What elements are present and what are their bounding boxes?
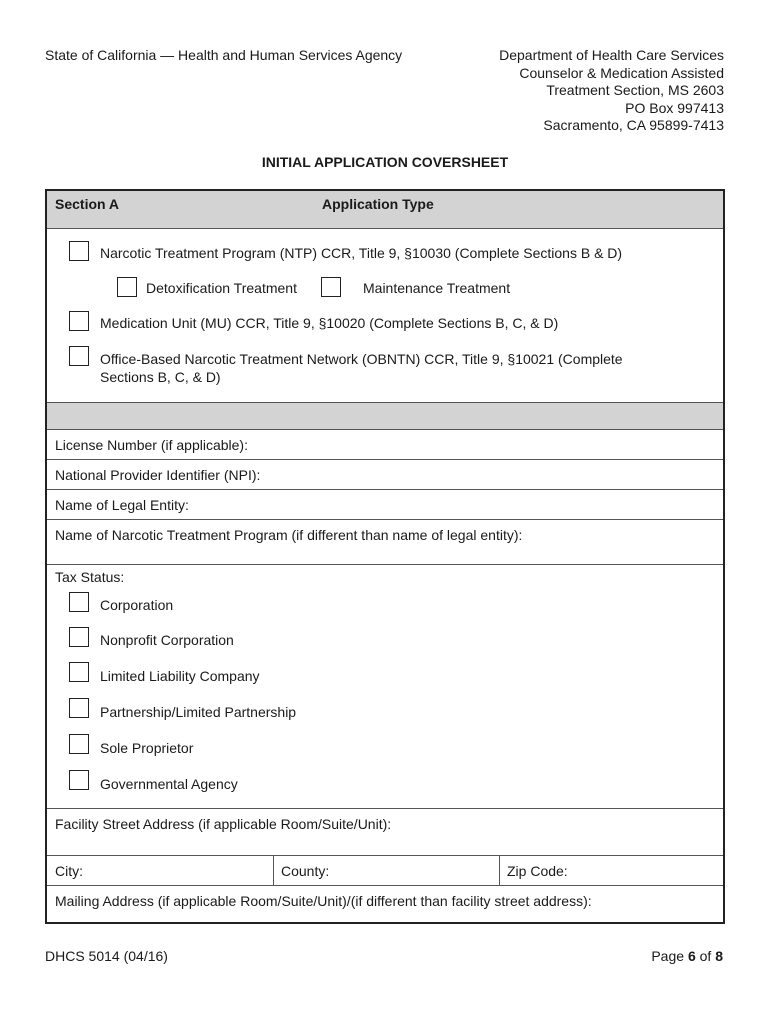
- detox-label: Detoxification Treatment: [146, 280, 297, 296]
- ntp-name-label: Name of Narcotic Treatment Program (if different than name of legal entity):: [55, 527, 523, 543]
- page-of: of: [695, 948, 716, 964]
- form-id: DHCS 5014 (04/16): [45, 948, 168, 964]
- legal-entity-label: Name of Legal Entity:: [55, 497, 189, 513]
- maintenance-checkbox[interactable]: [321, 277, 341, 297]
- license-number-field[interactable]: [47, 430, 723, 460]
- section-a-label: Section A: [55, 196, 120, 212]
- governmental-agency-checkbox[interactable]: [69, 770, 89, 790]
- department-address: [499, 47, 724, 135]
- llc-label: Limited Liability Company: [100, 668, 260, 684]
- nonprofit-checkbox[interactable]: [69, 627, 89, 647]
- facility-address-field[interactable]: [47, 809, 723, 856]
- obntn-label: Office-Based Narcotic Treatment Network (OBNTN) CCR, Title 9, §10021 (Complete Sections B, C, & D): [100, 351, 623, 385]
- tax-status-label: Tax Status:: [55, 569, 125, 585]
- page-number: [651, 948, 723, 964]
- zip-field[interactable]: [499, 856, 723, 886]
- application-form: [45, 189, 725, 924]
- ntp-checkbox[interactable]: [69, 241, 89, 261]
- document-title: INITIAL APPLICATION COVERSHEET: [261, 154, 509, 170]
- ntp-label: Narcotic Treatment Program (NTP) CCR, Title 9, §10030 (Complete Sections B & D): [100, 245, 623, 261]
- corporation-checkbox[interactable]: [69, 592, 89, 612]
- city-field[interactable]: [47, 856, 273, 886]
- detox-checkbox[interactable]: [117, 277, 137, 297]
- mailing-address-label: Mailing Address (if applicable Room/Suite/Unit)/(if different than facility street address):: [55, 893, 592, 909]
- department-line: Sacramento, CA 95899-7413: [543, 117, 724, 133]
- mailing-address-field[interactable]: [47, 886, 723, 922]
- department-line: PO Box 997413: [625, 99, 724, 116]
- page-prefix: Page: [651, 948, 688, 964]
- application-type-options: [47, 229, 723, 403]
- section-separator: [47, 403, 723, 430]
- obntn-checkbox[interactable]: [69, 346, 89, 366]
- tax-status-section: [47, 565, 723, 809]
- corporation-label: Corporation: [100, 597, 174, 613]
- application-type-label: Application Type: [322, 196, 434, 212]
- npi-label: National Provider Identifier (NPI):: [55, 467, 261, 483]
- sole-proprietor-label: Sole Proprietor: [100, 740, 194, 756]
- ntp-name-field[interactable]: [47, 520, 723, 565]
- city-label: City:: [55, 863, 83, 879]
- zip-label: Zip Code:: [507, 863, 568, 879]
- license-number-label: License Number (if applicable):: [55, 437, 248, 453]
- sole-proprietor-checkbox[interactable]: [69, 734, 89, 754]
- mu-checkbox[interactable]: [69, 311, 89, 331]
- page-total: 8: [715, 948, 723, 964]
- facility-address-label: Facility Street Address (if applicable Room/Suite/Unit):: [55, 816, 392, 832]
- nonprofit-label: Nonprofit Corporation: [100, 632, 234, 648]
- maintenance-label: Maintenance Treatment: [363, 280, 511, 296]
- department-line: Counselor & Medication Assisted: [519, 64, 724, 81]
- partnership-label: Partnership/Limited Partnership: [100, 704, 297, 720]
- legal-entity-field[interactable]: [47, 490, 723, 520]
- city-county-zip-row: [47, 856, 723, 886]
- section-a-header: [47, 191, 723, 229]
- mu-label: Medication Unit (MU) CCR, Title 9, §10020 (Complete Sections B, C, & D): [100, 315, 559, 331]
- governmental-agency-label: Governmental Agency: [100, 776, 238, 792]
- department-line: Treatment Section, MS 2603: [546, 82, 724, 98]
- agency-name: State of California — Health and Human Services Agency: [45, 47, 403, 63]
- llc-checkbox[interactable]: [69, 662, 89, 682]
- partnership-checkbox[interactable]: [69, 698, 89, 718]
- page-current: 6: [687, 948, 696, 964]
- npi-field[interactable]: [47, 460, 723, 490]
- department-line: Department of Health Care Services: [499, 47, 724, 63]
- county-field[interactable]: [273, 856, 499, 886]
- county-label: County:: [281, 863, 330, 879]
